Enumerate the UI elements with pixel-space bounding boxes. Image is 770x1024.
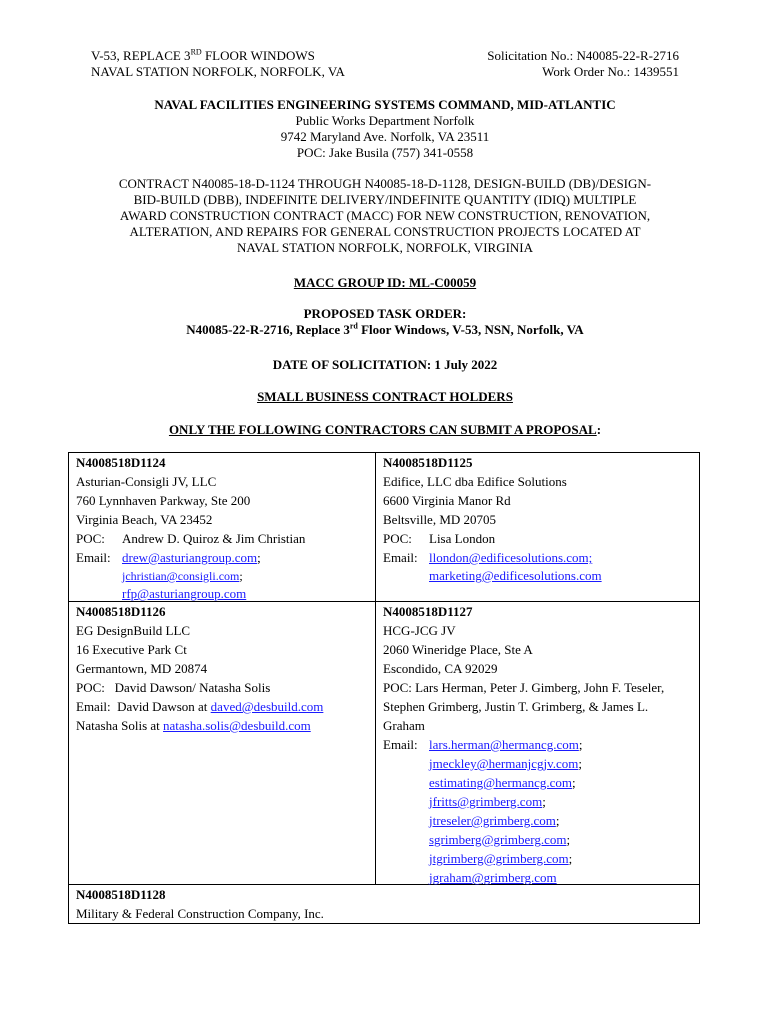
contractor-city: Virginia Beach, VA 23452 xyxy=(76,512,213,527)
contractor-cell-1128 xyxy=(69,885,699,923)
contractor-poc: POC: Lars Herman, Peter J. Gimberg, John F. Teseler, xyxy=(383,680,665,695)
contractor-poc: Graham xyxy=(383,718,425,733)
email-link[interactable]: daved@desbuild.com xyxy=(210,699,324,714)
contract-description xyxy=(60,176,710,256)
contractor-address: 16 Executive Park Ct xyxy=(76,642,187,657)
contractor-email: jtgrimberg@grimberg.com; xyxy=(429,851,573,866)
contractor-poc: Stephen Grimberg, Justin T. Grimberg, & James L. xyxy=(383,699,649,714)
contractor-email: Email: David Dawson at daved@desbuild.com xyxy=(76,699,324,714)
small-business-heading: SMALL BUSINESS CONTRACT HOLDERS xyxy=(257,389,513,404)
contractor-email: jmeckley@hermanjcgjv.com; xyxy=(429,756,583,771)
contract-line: CONTRACT N40085-18-D-1124 THROUGH N40085-18-D-1128, DESIGN-BUILD (DB)/DESIGN- xyxy=(118,176,652,191)
contractor-name: EG DesignBuild LLC xyxy=(76,623,191,638)
email-link[interactable]: llondon@edificesolutions.com; xyxy=(429,550,593,565)
email-link[interactable]: jfritts@grimberg.com xyxy=(429,794,543,809)
contract-id: N4008518D1124 xyxy=(76,455,166,470)
contractor-city: Germantown, MD 20874 xyxy=(76,661,208,676)
contractor-name: Military & Federal Construction Company, Inc. xyxy=(76,906,324,921)
contract-id: N4008518D1127 xyxy=(383,604,473,619)
email-link[interactable]: drew@asturiangroup.com xyxy=(122,550,258,565)
contractor-email: Email: llondon@edificesolutions.com; xyxy=(383,550,593,565)
email-link[interactable]: lars.herman@hermancg.com xyxy=(429,737,579,752)
contractor-cell-1125 xyxy=(376,453,699,585)
contractor-email: estimating@hermancg.com; xyxy=(429,775,576,790)
contractor-poc: POC: Andrew D. Quiroz & Jim Christian xyxy=(76,531,306,546)
contractor-email: Email: lars.herman@hermancg.com; xyxy=(383,737,583,752)
email-link[interactable]: natasha.solis@desbuild.com xyxy=(163,718,311,733)
header-project-location: NAVAL STATION NORFOLK, NORFOLK, VA xyxy=(91,64,345,79)
contractor-poc: POC: Lisa London xyxy=(383,531,496,546)
contract-line: ALTERATION, AND REPAIRS FOR GENERAL CONSTRUCTION PROJECTS LOCATED AT xyxy=(129,224,641,239)
contractor-poc: POC: David Dawson/ Natasha Solis xyxy=(76,680,271,695)
contractor-address: 2060 Wineridge Place, Ste A xyxy=(383,642,533,657)
email-link[interactable]: estimating@hermancg.com xyxy=(429,775,573,790)
contractor-address: 6600 Virginia Manor Rd xyxy=(383,493,511,508)
eligible-contractors-heading: ONLY THE FOLLOWING CONTRACTORS CAN SUBMIT A PROPOSAL: xyxy=(168,422,602,437)
contract-line: BID-BUILD (DBB), INDEFINITE DELIVERY/INDEFINITE QUANTITY (IDIQ) MULTIPLE xyxy=(133,192,637,207)
contract-line: AWARD CONSTRUCTION CONTRACT (MACC) FOR NEW CONSTRUCTION, RENOVATION, xyxy=(119,208,651,223)
macc-group-id: MACC GROUP ID: ML-C00059 xyxy=(293,275,477,290)
solicitation-number: Solicitation No.: N40085-22-R-2716 xyxy=(487,48,679,63)
contractor-name: Edifice, LLC dba Edifice Solutions xyxy=(383,474,567,489)
contractor-email xyxy=(76,585,375,603)
email-link[interactable]: jmeckley@hermanjcgjv.com xyxy=(429,756,579,771)
agency-block xyxy=(60,97,710,161)
contractor-name: HCG-JCG JV xyxy=(383,623,456,638)
header-project-title: V-53, REPLACE 3RD FLOOR WINDOWS xyxy=(91,47,315,63)
contractor-city: Beltsville, MD 20705 xyxy=(383,512,497,527)
contractor-email: jfritts@grimberg.com; xyxy=(429,794,546,809)
contractor-cell-1126 xyxy=(69,602,375,735)
email-link[interactable]: jtreseler@grimberg.com xyxy=(429,813,556,828)
agency-poc: POC: Jake Busila (757) 341-0558 xyxy=(296,145,474,160)
task-order-title: N40085-22-R-2716, Replace 3rd Floor Windows, V-53, NSN, Norfolk, VA xyxy=(186,321,584,337)
date-of-solicitation: DATE OF SOLICITATION: 1 July 2022 xyxy=(272,357,498,372)
contract-line: NAVAL STATION NORFOLK, NORFOLK, VIRGINIA xyxy=(236,240,534,255)
contractor-name: Asturian-Consigli JV, LLC xyxy=(76,474,217,489)
contract-id: N4008518D1128 xyxy=(76,887,166,902)
header-project xyxy=(91,48,345,80)
agency-address: 9742 Maryland Ave. Norfolk, VA 23511 xyxy=(280,129,490,144)
contractor-address: 760 Lynnhaven Parkway, Ste 200 xyxy=(76,493,251,508)
email-link[interactable]: jgraham@grimberg.com xyxy=(429,870,557,885)
contractor-email: jchristian@consigli.com; xyxy=(122,569,243,583)
work-order-number: Work Order No.: 1439551 xyxy=(542,64,679,79)
agency-dept: Public Works Department Norfolk xyxy=(295,113,475,128)
contract-id: N4008518D1126 xyxy=(76,604,166,619)
contractor-cell-1124 xyxy=(69,453,375,603)
contractor-email: Email: drew@asturiangroup.com; xyxy=(76,550,261,565)
task-order xyxy=(60,306,710,338)
contractor-table xyxy=(68,452,700,924)
email-link[interactable]: sgrimberg@grimberg.com xyxy=(429,832,567,847)
agency-name: NAVAL FACILITIES ENGINEERING SYSTEMS COMMAND, MID-ATLANTIC xyxy=(154,97,616,112)
contractor-cell-1127 xyxy=(376,602,699,887)
contractor-email: jtreseler@grimberg.com; xyxy=(429,813,560,828)
contractor-email xyxy=(383,567,699,585)
task-order-label: PROPOSED TASK ORDER: xyxy=(303,306,467,321)
email-link[interactable]: marketing@edificesolutions.com xyxy=(429,568,602,583)
contractor-city: Escondido, CA 92029 xyxy=(383,661,498,676)
contract-id: N4008518D1125 xyxy=(383,455,473,470)
email-link[interactable]: jchristian@consigli.com xyxy=(122,569,240,583)
email-link[interactable]: jtgrimberg@grimberg.com xyxy=(429,851,569,866)
contractor-email: sgrimberg@grimberg.com; xyxy=(429,832,571,847)
contractor-email: Natasha Solis at natasha.solis@desbuild.com xyxy=(76,718,311,733)
header-solicitation xyxy=(487,48,679,80)
email-link[interactable]: rfp@asturiangroup.com xyxy=(122,586,247,601)
